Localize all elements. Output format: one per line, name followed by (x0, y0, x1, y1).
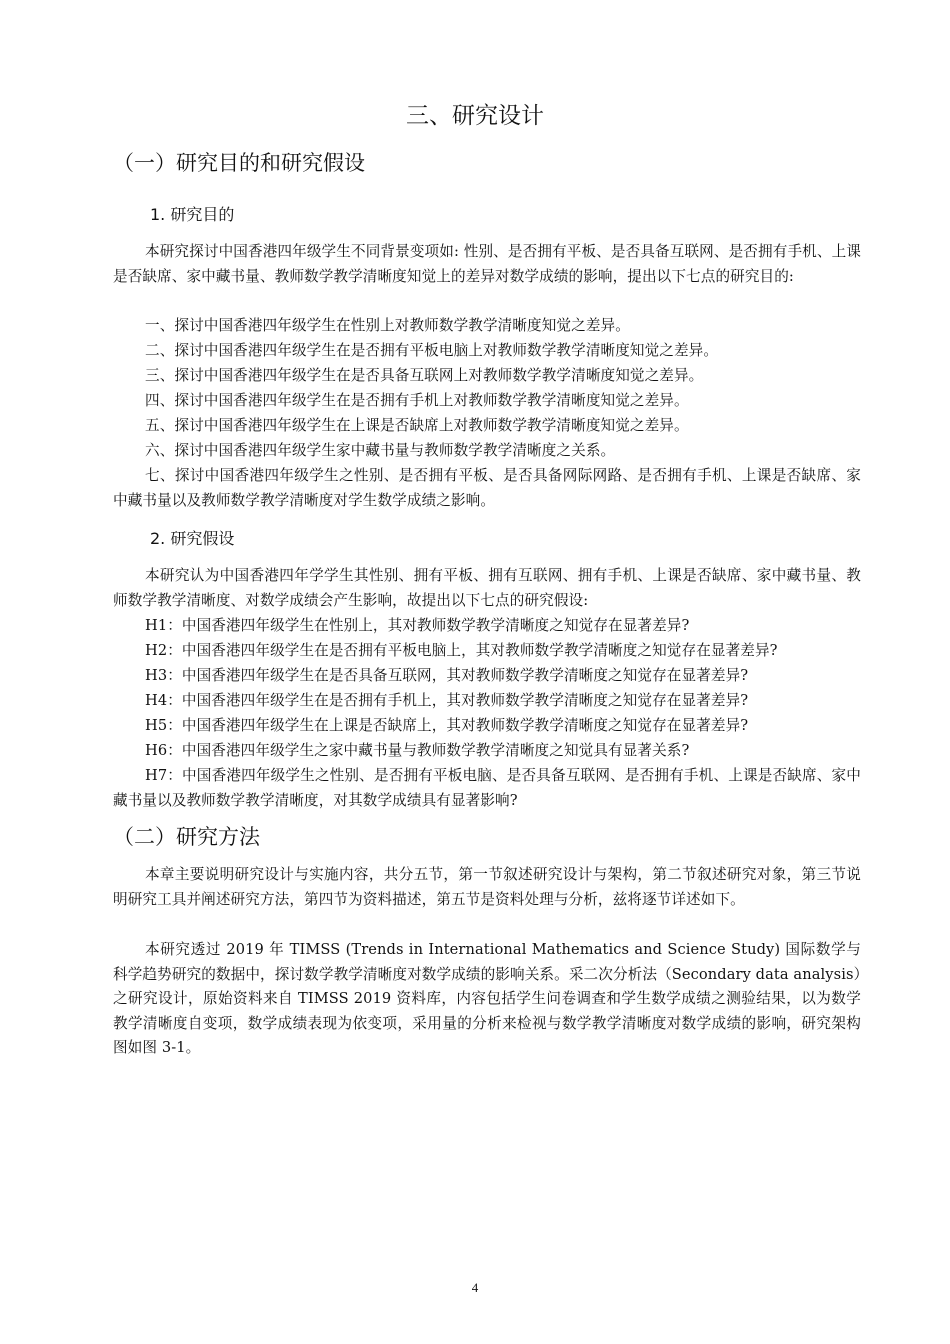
section-title-purpose-hypothesis: （一）研究目的和研究假设 (113, 151, 365, 175)
hypothesis-item: H3：中国香港四年级学生在是否具备互联网，其对教师数学教学清晰度之知觉存在显著差异? (145, 667, 749, 684)
hypothesis-item: H5：中国香港四年级学生在上课是否缺席上，其对教师数学教学清晰度之知觉存在显著差异? (145, 717, 749, 734)
methods-paragraph: 本研究透过 2019 年 TIMSS (Trends in International Mathematics and Science Study) 国际数学与科学趋势研究的数据中，探讨数学教学清晰度对数学成绩的影响关系。采二次分析法（Secondary data analysis）之研究设计，原始资料来自 TIMSS 2019 资料库，内容包括学生问卷调查和学生数学成绩之测验结果，以为数学教学清晰度自变项，数学成绩表现为依变项，采用量的分析来检视与数学教学清晰度对数学成绩的影响，研究架构图如图 3-1。 (113, 941, 861, 1056)
subsection-title-hypothesis: 2. 研究假设 (150, 529, 235, 548)
hypothesis-item: H4：中国香港四年级学生在是否拥有手机上，其对教师数学教学清晰度之知觉存在显著差异? (145, 692, 749, 709)
purpose-item: 二、探讨中国香港四年级学生在是否拥有平板电脑上对教师数学教学清晰度知觉之差异。 (145, 342, 719, 359)
purpose-item: 四、探讨中国香港四年级学生在是否拥有手机上对教师数学教学清晰度知觉之差异。 (145, 392, 689, 409)
hypothesis-item: H1：中国香港四年级学生在性别上，其对教师数学教学清晰度之知觉存在显著差异? (145, 617, 690, 634)
hypothesis-item: H2：中国香港四年级学生在是否拥有平板电脑上，其对教师数学教学清晰度之知觉存在显著差异? (145, 642, 778, 659)
page-number: 4 (471, 1280, 479, 1295)
hypothesis-item: H7：中国香港四年级学生之性别、是否拥有平板电脑、是否具备互联网、是否拥有手机、上课是否缺席、家中藏书量以及教师数学教学清晰度，对其数学成绩具有显著影响? (113, 767, 861, 809)
purpose-intro-paragraph: 本研究探讨中国香港四年级学生不同背景变项如: 性别、是否拥有平板、是否具备互联网、是否拥有手机、上课是否缺席、家中藏书量、教师数学教学清晰度知觉上的差异对数学成绩的影响，提出以下七点的研究目的: (113, 243, 861, 285)
methods-paragraph: 本章主要说明研究设计与实施内容，共分五节，第一节叙述研究设计与架构，第二节叙述研究对象，第三节说明研究工具并阐述研究方法，第四节为资料描述，第五节是资料处理与分析，兹将逐节详述如下。 (113, 866, 861, 908)
purpose-item: 三、探讨中国香港四年级学生在是否具备互联网上对教师数学教学清晰度知觉之差异。 (145, 367, 704, 384)
hypothesis-item: H6：中国香港四年级学生之家中藏书量与教师数学教学清晰度之知觉具有显著关系? (145, 742, 690, 759)
purpose-item: 五、探讨中国香港四年级学生在上课是否缺席上对教师数学教学清晰度知觉之差异。 (145, 417, 689, 434)
purpose-item: 一、探讨中国香港四年级学生在性别上对教师数学教学清晰度知觉之差异。 (145, 317, 630, 334)
section-title-methods: （二）研究方法 (113, 825, 260, 849)
purpose-item: 六、探讨中国香港四年级学生家中藏书量与教师数学教学清晰度之关系。 (145, 442, 616, 459)
chapter-title: 三、研究设计 (406, 103, 544, 129)
hypothesis-intro-paragraph: 本研究认为中国香港四年学学生其性别、拥有平板、拥有互联网、拥有手机、上课是否缺席、家中藏书量、教师数学教学清晰度、对数学成绩会产生影响，故提出以下七点的研究假设: (113, 567, 861, 609)
purpose-item: 七、探讨中国香港四年级学生之性别、是否拥有平板、是否具备网际网路、是否拥有手机、上课是否缺席、家中藏书量以及教师数学教学清晰度对学生数学成绩之影响。 (113, 467, 861, 509)
subsection-title-purpose: 1. 研究目的 (150, 205, 235, 224)
